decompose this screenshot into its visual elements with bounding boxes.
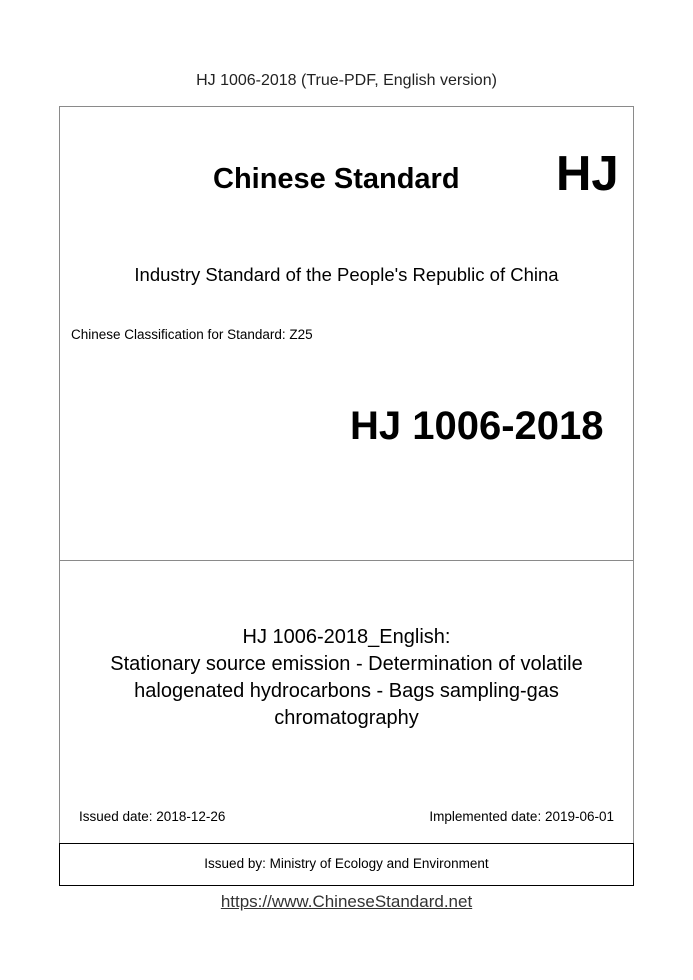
standard-number: HJ 1006-2018 [350,404,604,448]
industry-standard-line: Industry Standard of the People's Republic of China [134,264,559,285]
issuer-panel [59,843,634,886]
classification-text: Chinese Classification for Standard: Z25 [71,327,313,342]
website-link[interactable]: https://www.ChineseStandard.net [220,892,473,911]
title-line: HJ 1006-2018_English: [242,626,451,648]
title-line: Stationary source emission - Determination of volatile [110,653,583,675]
document-type-heading: Chinese Standard [213,163,460,195]
issued-by-text: Issued by: Ministry of Ecology and Environment [204,856,489,871]
title-line: halogenated hydrocarbons - Bags sampling-gas [134,680,559,702]
header-caption: HJ 1006-2018 (True-PDF, English version) [196,72,497,89]
document-title [60,624,633,732]
standard-code-letters: HJ [556,147,619,201]
issued-date: Issued date: 2018-12-26 [79,809,226,824]
implemented-date: Implemented date: 2019-06-01 [429,809,614,824]
title-line: chromatography [274,707,419,729]
